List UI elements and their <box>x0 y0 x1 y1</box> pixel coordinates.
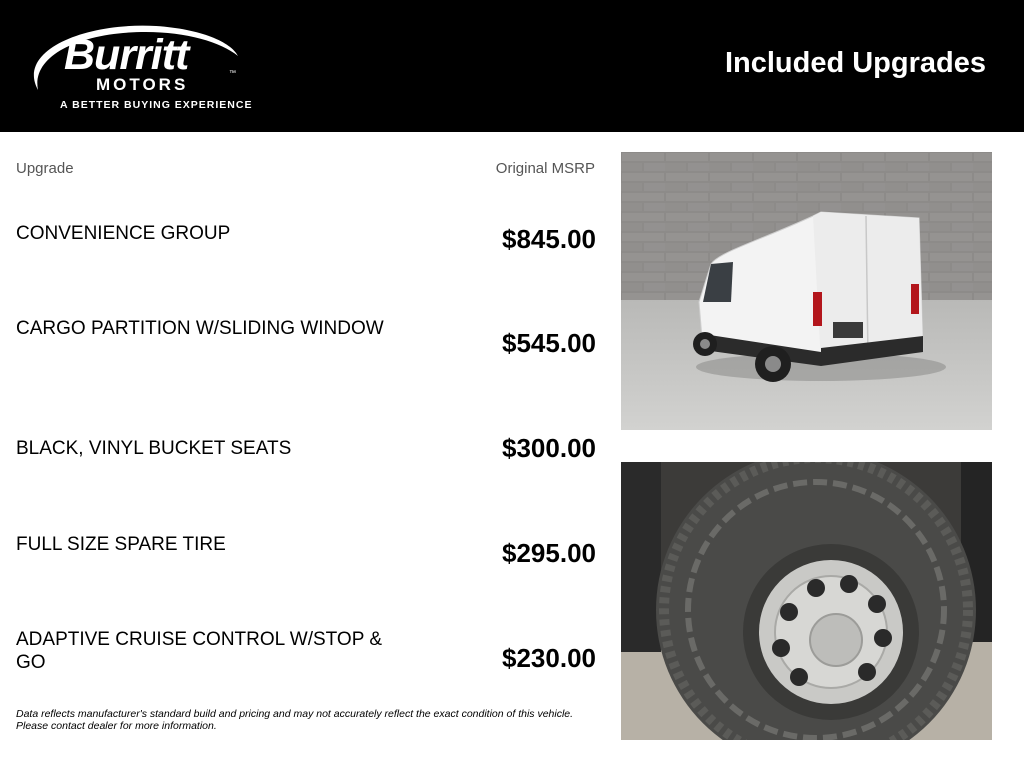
logo-wordmark: Burritt <box>64 31 189 79</box>
logo-subname: MOTORS <box>96 75 189 94</box>
tire-image-icon <box>621 462 992 740</box>
upgrade-row <box>16 628 596 688</box>
disclaimer-footnote: Data reflects manufacturer's standard build and pricing and may not accurately reflect the exact condition of this vehicle. Please contact dealer for more information. <box>16 708 574 732</box>
van-photo[interactable] <box>621 152 992 430</box>
upgrade-row <box>16 222 596 282</box>
upgrade-row <box>16 533 596 593</box>
tire-photo[interactable] <box>621 462 992 740</box>
upgrade-name: CARGO PARTITION W/SLIDING WINDOW <box>16 318 384 339</box>
upgrade-price: $845.00 <box>502 224 596 254</box>
van-image-icon <box>621 152 992 430</box>
upgrade-name: CONVENIENCE GROUP <box>16 223 231 244</box>
upgrade-row <box>16 433 596 497</box>
header-bar <box>0 0 1024 132</box>
page-title: Included Upgrades <box>724 47 986 79</box>
upgrade-price: $545.00 <box>502 328 596 358</box>
upgrade-row <box>16 317 596 377</box>
upgrade-price: $300.00 <box>502 433 596 463</box>
upgrade-name: ADAPTIVE CRUISE CONTROL W/STOP & GO <box>16 629 382 673</box>
upgrade-price: $295.00 <box>502 538 596 568</box>
logo-tagline: A BETTER BUYING EXPERIENCE <box>60 99 253 111</box>
upgrade-name: BLACK, VINYL BUCKET SEATS <box>16 438 292 459</box>
column-header-msrp: Original MSRP <box>495 160 595 177</box>
column-header-upgrade: Upgrade <box>16 160 74 177</box>
upgrade-name: FULL SIZE SPARE TIRE <box>16 534 226 555</box>
upgrade-price: $230.00 <box>502 643 596 673</box>
dealer-logo[interactable] <box>26 20 253 115</box>
logo-trademark: ™ <box>229 70 236 77</box>
